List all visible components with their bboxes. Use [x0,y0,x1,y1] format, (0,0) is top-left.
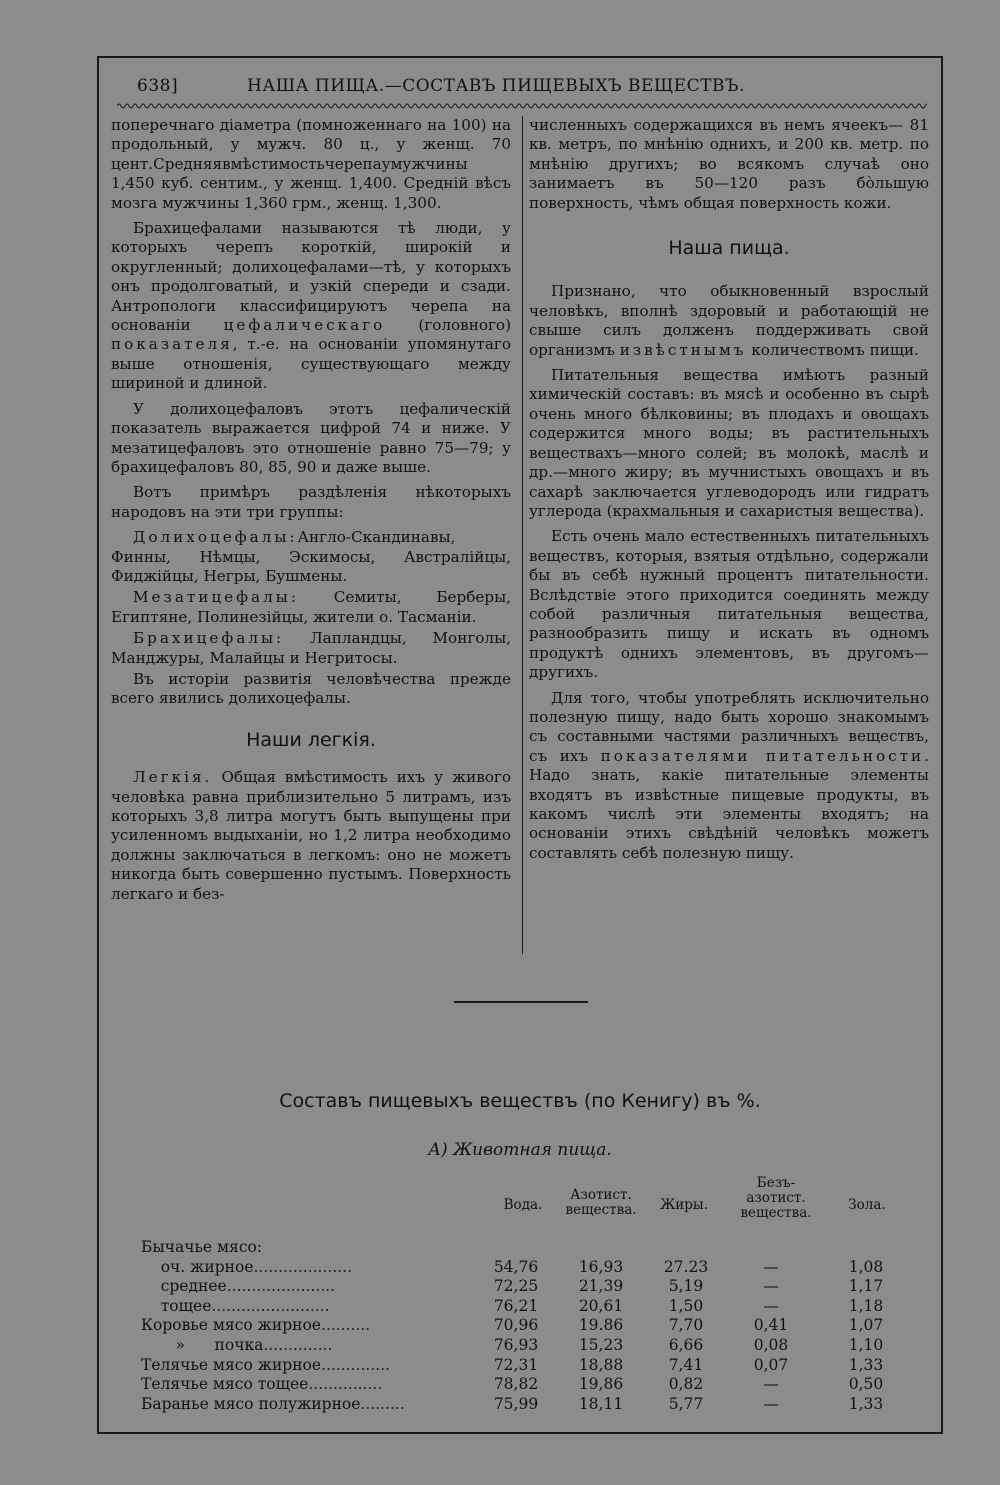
table-cell: 0,41 [753,1316,789,1335]
table-row [141,1258,901,1278]
page-frame [97,56,943,1434]
running-title: НАША ПИЩА.—СОСТАВЪ ПИЩЕВЫХЪ ВЕЩЕСТВЪ. [247,76,745,96]
table-cell: — [763,1277,779,1296]
column-header: Вода. [503,1197,543,1213]
paragraph: Въ исторіи развитія человѣчества прежде всего явились долихоцефалы. [111,669,511,708]
row-label: среднее...................... [141,1277,336,1296]
paragraph: Легкія. Общая вмѣстимость ихъ у живого человѣка равна приблизительно 5 литрамъ, изъ которыхъ 3,8 литра могутъ быть выпущены при усиленномъ выдыханіи, но 1,2 литра необходимо должны заключаться в легкомъ: оно не можетъ никогда быть совершенно пустымъ. Поверхность легкаго и без- [111,768,511,903]
table-cell: 15,23 [578,1335,624,1354]
table-cell: 1,08 [848,1257,884,1276]
table-body [141,1238,901,1414]
row-label: Коровье мясо жирное.......... [141,1316,371,1335]
table-cell: 20,61 [578,1296,624,1315]
table-cell: 18,88 [578,1355,624,1374]
table-cell: 1,50 [668,1296,704,1315]
table-cell: — [763,1394,779,1413]
table-cell: 0,50 [848,1375,884,1394]
wavy-rule [117,102,927,110]
table-row [141,1375,901,1395]
row-label: Бычачье мясо: [141,1238,263,1256]
table-row [141,1395,901,1415]
table-cell: 21,39 [578,1277,624,1296]
paragraph: У долихоцефаловъ этотъ цефалическій показатель выражается цифрой 74 и ниже. У мезатицефаловъ это отношеніе равно 75—79; у брахицефаловъ 80, 85, 90 и даже выше. [111,399,511,476]
left-column [111,116,511,910]
table-cell: 70,96 [493,1316,539,1335]
column-header: Безъ-азотист. вещества. [740,1175,812,1221]
table-row [141,1356,901,1376]
table-cell: 16,93 [578,1257,624,1276]
section-heading: Наши легкія. [246,728,376,751]
table-cell: 72,31 [493,1355,539,1374]
page-number: 638] [137,76,179,96]
row-label: Баранье мясо полужирное......... [141,1394,405,1413]
table-cell: 19,86 [578,1375,624,1394]
group-list-item: Мезатицефалы: Семиты, Берберы, Египтяне, Полинезійцы, жители о. Тасманіи. [111,588,511,626]
column-header: Зола. [848,1197,886,1213]
section-heading: Наша пища. [668,237,790,260]
table-cell: 1,07 [848,1316,884,1335]
table-cell: 5,19 [668,1277,704,1296]
row-label: оч. жирное.................... [141,1257,353,1276]
table-cell: 0,08 [753,1335,789,1354]
table-cell: 27.23 [663,1257,709,1276]
table-cell: 78,82 [493,1375,539,1394]
table-row [141,1238,901,1258]
table-cell: 19.86 [578,1316,624,1335]
paragraph: Есть очень мало естественныхъ питательныхъ веществъ, которыя, взятыя отдѣльно, содержали бы въ себѣ нужный процентъ питательности. Вслѣдствіе этого приходится соединять между собой различныя питательныя вещества, разнообразить пищу и искать въ одномъ продуктѣ однихъ элементовъ, въ другомъ—другихъ. [529,527,929,682]
column-header: Азотист. вещества. [565,1187,637,1218]
table-cell: 54,76 [493,1257,539,1276]
table-cell: 7,70 [668,1316,704,1335]
paragraph: Питательныя вещества имѣютъ разный химическій составъ: въ мясѣ и особенно въ сырѣ очень много бѣлковины; въ плодахъ и овощахъ содержится много воды; въ растительныхъ веществахъ—много солей; въ молокѣ, маслѣ и др.—много жиру; въ мучнистыхъ овощахъ и въ сахарѣ заключается углеводородъ или гидратъ углерода (крахмальныя и сахаристыя вещества). [529,366,929,520]
table-cell: 5,77 [668,1394,704,1413]
paragraph: численныхъ содержащихся въ немъ ячеекъ— 81 кв. метръ, по мнѣнію однихъ, и 200 кв. метр. по мнѣнію другихъ; во всякомъ случаѣ оно занимаетъ въ 50—120 разъ бòльшую поверхность, чѣмъ общая поверхность кожи. [529,116,929,212]
table-cell: — [763,1296,779,1315]
row-label: Телячье мясо тощее............... [141,1375,383,1394]
column-header: Жиры. [660,1197,708,1213]
table-cell: 1,10 [848,1335,884,1354]
paragraph: Вотъ примѣръ раздѣленія нѣкоторыхъ народовъ на эти три группы: [111,483,511,521]
table-cell: 76,93 [493,1335,539,1354]
row-label: тощее........................ [141,1296,330,1315]
table-cell: 75,99 [493,1394,539,1413]
table-cell: 1,33 [848,1355,884,1374]
table-cell: 18,11 [578,1394,624,1413]
table-cell: 1,17 [848,1277,884,1296]
table-cell: 1,18 [848,1296,884,1315]
section-divider [454,1001,588,1003]
table-cell: 6,66 [668,1335,704,1354]
paragraph: Признано, что обыкновенный взрослый человѣкъ, вполнѣ здоровый и работающій не свыше силъ долженъ поддерживать свой организмъ извѣстнымъ количествомъ пищи. [529,282,929,359]
paragraph: поперечнаго діаметра (помноженнаго на 100) на продольный, у мужч. 80 ц., у женщ. 70 цент.Средняявмѣстимостьчерепаумужчины 1,450 куб. сентим., у женщ. 1,400. Средній вѣсъ мозга мужчины 1,360 грм., женщ. 1,300. [111,116,511,212]
table-row [141,1336,901,1356]
table-cell: — [763,1257,779,1276]
row-label: » почка.............. [141,1335,333,1354]
table-cell: 76,21 [493,1296,539,1315]
table-cell: 72,25 [493,1277,539,1296]
table-row [141,1297,901,1317]
paragraph: Брахицефалами называются тѣ люди, у которыхъ черепъ короткій, широкій и округленный; долихоцефалами—тѣ, у которыхъ онъ продолговатый, и узкій спереди и сзади. Антропологи классифицируютъ черепа на основаніи цефалическаго (головного) показателя, т.-е. на основаніи упомянутаго выше отношенія, существующаго между шириной и длиной. [111,219,511,393]
column-divider [522,116,523,954]
table-cell: 0,82 [668,1375,704,1394]
group-list-item: Брахицефалы: Лапландцы, Монголы, Манджуры, Малайцы и Негритосы. [111,629,511,667]
table-row [141,1316,901,1336]
table-cell: 7,41 [668,1355,704,1374]
table-row [141,1277,901,1297]
table-cell: 0,07 [753,1355,789,1374]
table-cell: — [763,1375,779,1394]
paragraph: Для того, чтобы употреблять исключительно полезную пищу, надо быть хорошо знакомымъ съ составными частями различныхъ веществъ, съ ихъ показателями питательности. Надо знать, какіе питательные элементы входятъ въ извѣстные пищевые продукты, въ какомъ числѣ эти элементы входятъ; на основаніи этихъ свѣдѣній человѣкъ можетъ составлять себѣ полезную пищу. [529,688,929,862]
table-subtitle: А) Животная пища. [428,1140,612,1160]
right-column [529,116,929,869]
table-cell: 1,33 [848,1394,884,1413]
table-title: Составъ пищевыхъ веществъ (по Кенигу) въ %. [279,1090,761,1112]
row-label: Телячье мясо жирное.............. [141,1355,391,1374]
group-list-item: Долихоцефалы:Англо-Скандинавы, Финны, Нѣмцы, Эскимосы, Австралійцы, Фиджійцы, Негры, Бушмены. [111,528,511,585]
